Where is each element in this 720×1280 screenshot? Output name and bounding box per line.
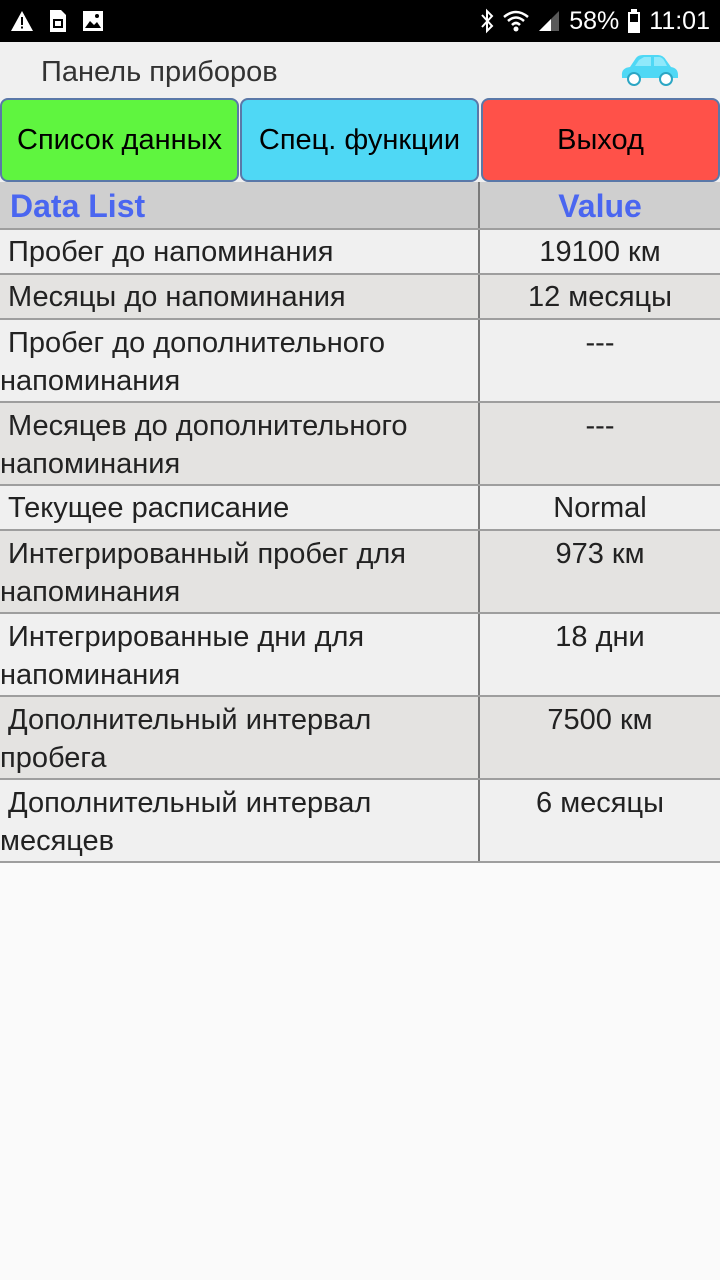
table-row[interactable] [0, 780, 720, 863]
battery-icon [627, 8, 641, 34]
row-name: Пробег до дополнительного напоминания [0, 320, 480, 401]
warning-icon [10, 10, 34, 32]
wifi-icon [503, 9, 529, 33]
sim-card-icon [48, 9, 68, 33]
bluetooth-icon [479, 8, 495, 34]
table-row[interactable] [0, 486, 720, 531]
page-title: Панель приборов [41, 56, 278, 88]
row-value: --- [585, 327, 615, 359]
exit-button[interactable]: Выход [481, 98, 720, 182]
data-list-button[interactable]: Список данных [0, 98, 239, 182]
battery-percent: 58% [569, 6, 620, 35]
clock: 11:01 [649, 6, 710, 35]
table-row[interactable] [0, 275, 720, 320]
status-bar-left [10, 9, 104, 33]
row-name: Дополнительный интервал пробега [0, 697, 480, 778]
row-value: 7500 км [547, 704, 653, 736]
title-bar [0, 42, 720, 98]
header-value: Value [558, 188, 642, 224]
special-functions-button[interactable]: Спец. функции [240, 98, 479, 182]
table-row[interactable] [0, 697, 720, 780]
row-value: 19100 км [539, 236, 661, 268]
row-name: Месяцы до напоминания [0, 275, 480, 318]
row-value: 18 дни [555, 621, 645, 653]
action-button-row [0, 98, 720, 182]
car-icon[interactable] [618, 52, 680, 88]
row-name: Текущее расписание [0, 486, 480, 529]
table-row[interactable] [0, 614, 720, 697]
header-data-list: Data List [0, 182, 480, 228]
row-name: Пробег до напоминания [0, 230, 480, 273]
row-value: Normal [553, 492, 647, 524]
row-name: Месяцев до дополнительного напоминания [0, 403, 480, 484]
row-name: Дополнительный интервал месяцев [0, 780, 480, 861]
data-table [0, 182, 720, 863]
signal-icon [537, 9, 561, 33]
table-row[interactable] [0, 531, 720, 614]
row-name: Интегрированные дни для напоминания [0, 614, 480, 695]
table-row[interactable] [0, 230, 720, 275]
status-bar-right [479, 7, 710, 36]
row-value: 973 км [555, 538, 645, 570]
table-row[interactable] [0, 320, 720, 403]
table-header [0, 182, 720, 230]
row-value: --- [585, 410, 615, 442]
row-name: Интегрированный пробег для напоминания [0, 531, 480, 612]
image-icon [82, 10, 104, 32]
status-bar [0, 0, 720, 42]
row-value: 6 месяцы [536, 787, 664, 819]
table-row[interactable] [0, 403, 720, 486]
row-value: 12 месяцы [527, 281, 673, 313]
